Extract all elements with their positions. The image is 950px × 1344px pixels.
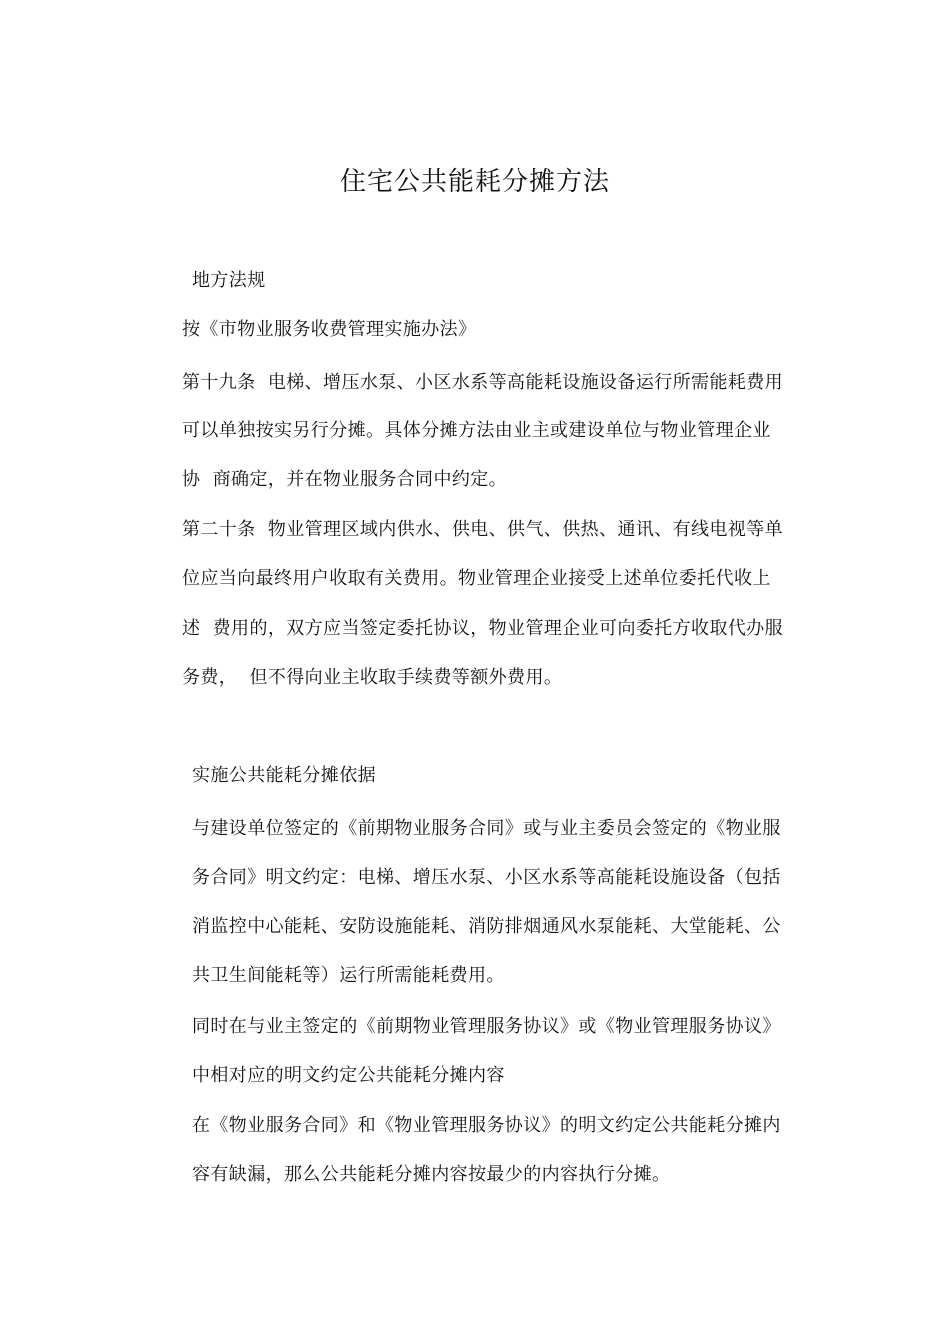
paragraph-line: 第十九条 电梯、增压水泵、小区水系等高能耗设施设备运行所需能耗费用 — [182, 372, 784, 393]
paragraph-line: 中相对应的明文约定公共能耗分摊内容 — [192, 1065, 505, 1086]
section-heading-local-regulations: 地方法规 — [192, 270, 266, 291]
paragraph-line: 容有缺漏，那么公共能耗分摊内容按最少的内容执行分摊。 — [192, 1164, 671, 1185]
paragraph-line: 同时在与业主签定的《前期物业管理服务协议》或《物业管理服务协议》 — [192, 1016, 781, 1037]
paragraph-line: 位应当向最终用户收取有关费用。物业管理企业接受上述单位委托代收上 — [182, 568, 771, 589]
document-title: 住宅公共能耗分摊方法 — [339, 167, 610, 197]
paragraph-line: 第二十条 物业管理区域内供水、供电、供气、供热、通讯、有线电视等单 — [182, 519, 784, 540]
paragraph-line: 务合同》明文约定：电梯、增压水泵、小区水系等高能耗设施设备（包括 — [192, 867, 781, 888]
paragraph-line: 述 费用的，双方应当签定委托协议，物业管理企业可向委托方收取代办服 — [182, 618, 784, 639]
paragraph-line: 可以单独按实另行分摊。具体分摊方法由业主或建设单位与物业管理企业 — [182, 420, 771, 441]
paragraph-line: 与建设单位签定的《前期物业服务合同》或与业主委员会签定的《物业服 — [192, 818, 781, 839]
paragraph-line: 务费， 但不得向业主收取手续费等额外费用。 — [182, 667, 563, 688]
paragraph-line: 共卫生间能耗等）运行所需能耗费用。 — [192, 965, 505, 986]
paragraph-line: 协 商确定，并在物业服务合同中约定。 — [182, 469, 508, 490]
paragraph-line: 消监控中心能耗、安防设施能耗、消防排烟通风水泵能耗、大堂能耗、公 — [192, 916, 781, 937]
section-heading-basis: 实施公共能耗分摊依据 — [192, 765, 376, 786]
paragraph-line: 按《市物业服务收费管理实施办法》 — [182, 319, 477, 340]
paragraph-line: 在《物业服务合同》和《物业管理服务协议》的明文约定公共能耗分摊内 — [192, 1115, 781, 1136]
